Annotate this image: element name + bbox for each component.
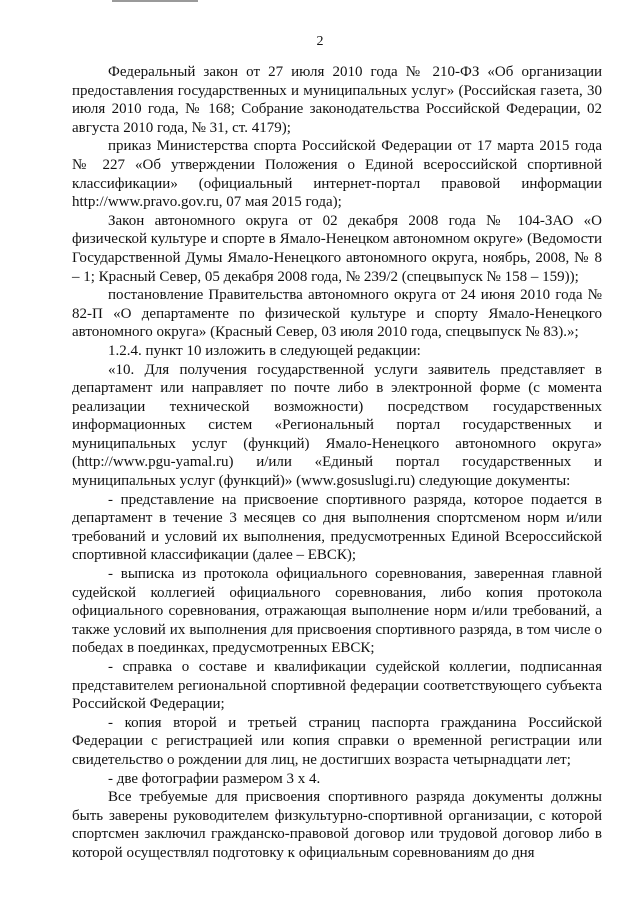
document-body	[72, 63, 602, 863]
paragraph-government-resolution: постановление Правительства автономного округа от 24 июня 2010 года № 82-П «О департаменте по физической культуре и спорту Ямало-Ненецкого автономного округа» (Красный Север, 03 июля 2010 года, спецвыпуск № 83).»;	[72, 287, 602, 341]
list-item: - выписка из протокола официального соревнования, заверенная главной судейской коллегией официального соревнования, либо копия протокола официального соревнования, отражающая выполнение норм и/или требований, а также условий их выполнения для присвоения спортивного разряда, в том числе о победах в поединках, предусмотренных ЕВСК;	[72, 566, 602, 657]
paragraph-document-certification: Все требуемые для присвоения спортивного разряда документы должны быть заверены руководителем физкультурно-спортивной организации, с которой спортсмен заключил гражданско-правовой договор или трудовой договор либо в которой осуществлял подготовку к официальным соревнованиям до дня	[72, 789, 602, 861]
top-edge-mark	[112, 0, 198, 2]
paragraph-federal-law: Федеральный закон от 27 июля 2010 года № 210-ФЗ «Об организации предоставления государственных и муниципальных услуг» (Российская газета, 30 июля 2010 года, № 168; Собрание законодательства Российской Федерации, 02 августа 2010 года, № 31, ст. 4179);	[72, 64, 602, 136]
list-item: - две фотографии размером 3 х 4.	[108, 770, 321, 787]
list-item: - копия второй и третьей страниц паспорта гражданина Российской Федерации с регистрацией или копия справки о временной регистрации или свидетельство о рождении для лиц, не достигших возраста четырнадцати лет;	[72, 714, 602, 768]
paragraph-sport-ministry-order: приказ Министерства спорта Российской Федерации от 17 марта 2015 года № 227 «Об утверждении Положения о Единой всероссийской спортивной классификации» (официальный интернет-портал правовой информации http://www.pravo.gov.ru, 07 мая 2015 года);	[72, 138, 602, 211]
paragraph-amendment-clause: 1.2.4. пункт 10 изложить в следующей редакции:	[108, 342, 421, 359]
list-item: - справка о составе и квалификации судейской коллегии, подписанная представителем региональной спортивной федерации соответствующего субъекта Российской Федерации;	[72, 659, 602, 713]
list-item: - представление на присвоение спортивного разряда, которое подается в департамент в течение 3 месяцев со дня выполнения спортсменом норм и/или требований и условий их выполнения, предусмотренных Единой Всероссийской спортивной классификации (далее – ЕВСК);	[72, 491, 602, 564]
paragraph-point-10: «10. Для получения государственной услуги заявитель представляет в департамент или направляет по почте либо в электронной форме (с момента реализации технической возможности) посредством государственных информационных систем «Региональный портал государственных и муниципальных услуг (функций) Ямало-Ненецкого автономного округа» (http://www.pgu-yamal.ru) и/или «Единый портал государственных и муниципальных услуг (функций)» (www.gosuslugi.ru) следующие документы:	[72, 361, 602, 490]
paragraph-okrug-law: Закон автономного округа от 02 декабря 2008 года № 104-ЗАО «О физической культуре и спорте в Ямало-Ненецком автономном округе» (Ведомости Государственной Думы Ямало-Ненецкого автономного округа, ноябрь, 2008, № 8 – 1; Красный Север, 05 декабря 2008 года, № 239/2 (спецвыпуск № 158 – 159));	[72, 212, 602, 285]
page-number: 2	[316, 34, 324, 49]
